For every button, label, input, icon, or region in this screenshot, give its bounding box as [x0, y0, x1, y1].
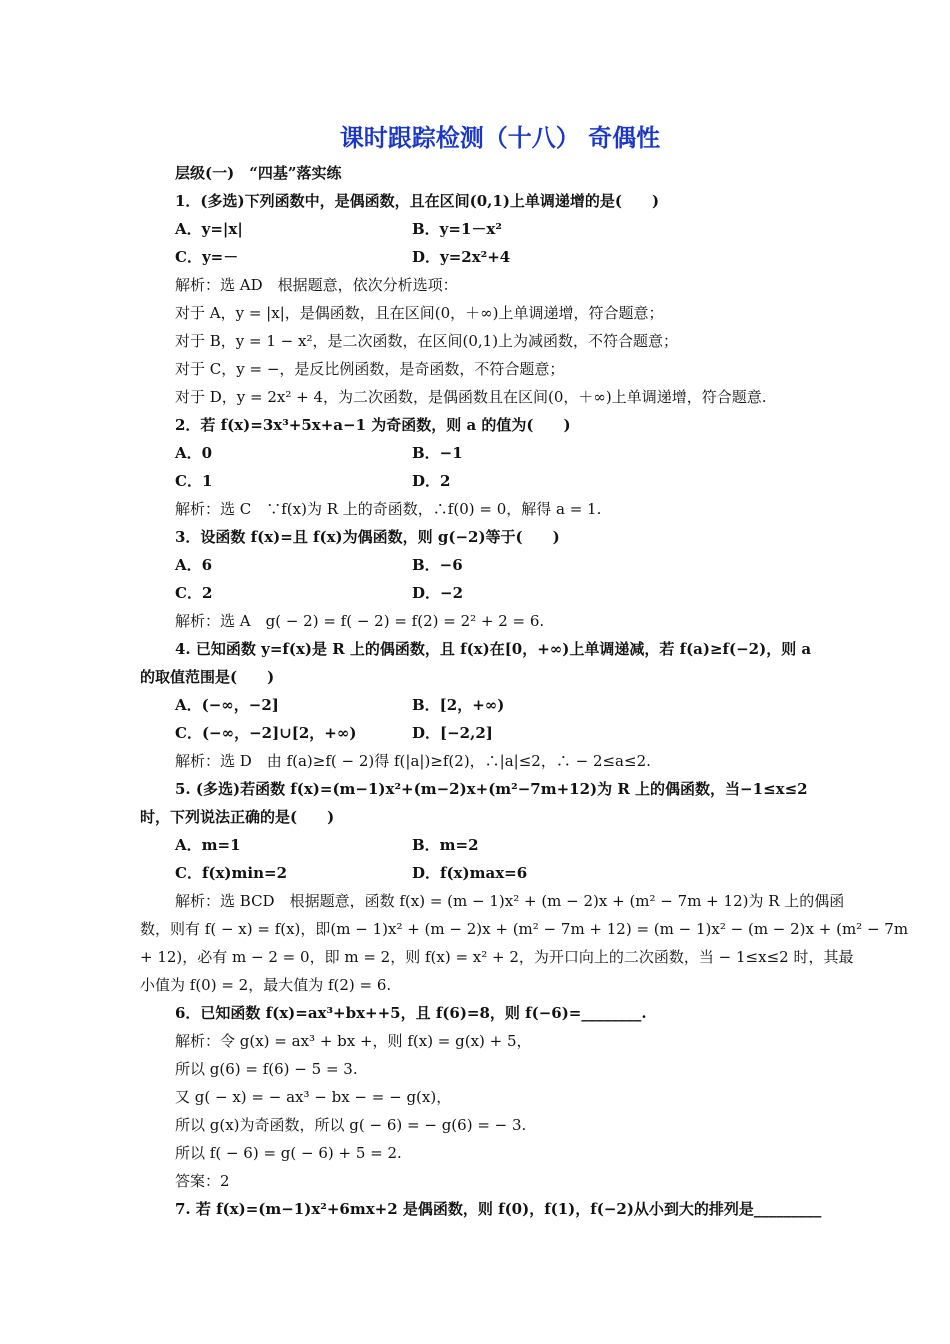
q2-option-b: B．−1	[412, 444, 463, 462]
q5-analysis-cont-2: + 12)，必有 m − 2 = 0，即 m = 2，则 f(x) = x² + 2，为开口向上的二次函数，当 − 1≤x≤2 时，其最	[140, 948, 854, 966]
question-5: 5. (多选)若函数 f(x)=(m−1)x²+(m−2)x+(m²−7m+12)为 R 上的偶函数，当−1≤x≤2	[175, 780, 808, 798]
q5-option-b: B．m=2	[412, 836, 479, 854]
q6-step-3: 所以 g(x)为奇函数，所以 g( − 6) = − g(6) = − 3.	[175, 1116, 527, 1134]
q1-option-c: C．y=－	[175, 248, 239, 266]
q4-option-d: D．[−2,2]	[412, 724, 493, 742]
question-1: 1．(多选)下列函数中，是偶函数，且在区间(0,1)上单调递增的是( )	[175, 192, 660, 210]
q5-option-c: C．f(x)min=2	[175, 864, 288, 882]
q1-option-b: B．y=1－x²	[412, 220, 502, 238]
q3-analysis: 解析：选 A g( − 2) = f( − 2) = f(2) = 2² + 2 = 6.	[175, 612, 545, 630]
q1-option-d: D．y=2x²+4	[412, 248, 511, 266]
q3-option-c: C．2	[175, 584, 213, 602]
q5-analysis-cont-1: 数，则有 f( − x) = f(x)，即(m − 1)x² + (m − 2)x + (m² − 7m + 12) = (m − 1)x² − (m − 2)x + (m² − 7m	[140, 920, 909, 938]
question-3: 3．设函数 f(x)=且 f(x)为偶函数，则 g(−2)等于( )	[175, 528, 560, 546]
question-4: 4. 已知函数 y=f(x)是 R 上的偶函数，且 f(x)在[0，+∞)上单调递减，若 f(a)≥f(−2)，则 a	[175, 640, 812, 658]
q6-step-2: 又 g( − x) = − ax³ − bx − = − g(x)，	[175, 1088, 452, 1106]
q2-option-d: D．2	[412, 472, 451, 490]
q2-option-a: A．0	[175, 444, 213, 462]
q4-option-c: C．(−∞，−2]∪[2，+∞)	[175, 724, 357, 742]
q4-option-b: B．[2，+∞)	[412, 696, 505, 714]
q5-analysis-cont-3: 小值为 f(0) = 2，最大值为 f(2) = 6.	[140, 976, 392, 994]
q6-analysis: 解析：令 g(x) = ax³ + bx +，则 f(x) = g(x) + 5，	[175, 1032, 532, 1050]
q1-option-a: A．y=|x|	[175, 220, 243, 238]
question-7: 7. 若 f(x)=(m−1)x²+6mx+2 是偶函数，则 f(0)，f(1)，f(−2)从小到大的排列是_________	[175, 1200, 822, 1218]
question-5-cont: 时，下列说法正确的是( )	[140, 808, 335, 826]
q6-answer: 答案：2	[175, 1172, 230, 1190]
q4-option-a: A．(−∞，−2]	[175, 696, 279, 714]
section-heading: 层级(一) “四基”落实练	[175, 164, 342, 182]
page-title: 课时跟踪检测（十八） 奇偶性	[339, 124, 661, 152]
q5-option-a: A．m=1	[175, 836, 241, 854]
q3-option-a: A．6	[175, 556, 213, 574]
question-2: 2．若 f(x)=3x³+5x+a−1 为奇函数，则 a 的值为( )	[175, 416, 571, 434]
q6-step-4: 所以 f( − 6) = g( − 6) + 5 = 2.	[175, 1144, 402, 1162]
q5-option-d: D．f(x)max=6	[412, 864, 528, 882]
q1-analysis-d: 对于 D，y = 2x² + 4，为二次函数，是偶函数且在区间(0，＋∞)上单调递增，符合题意.	[175, 388, 767, 406]
q2-option-c: C．1	[175, 472, 213, 490]
q1-analysis: 解析：选 AD 根据题意，依次分析选项：	[175, 276, 458, 294]
q1-analysis-b: 对于 B，y = 1 − x²，是二次函数，在区间(0,1)上为减函数，不符合题意；	[175, 332, 679, 350]
q4-analysis: 解析：选 D 由 f(a)≥f( − 2)得 f(|a|)≥f(2)，∴|a|≤2，∴ − 2≤a≤2.	[175, 752, 651, 770]
q5-analysis: 解析：选 BCD 根据题意，函数 f(x) = (m − 1)x² + (m − 2)x + (m² − 7m + 12)为 R 上的偶函	[175, 892, 845, 910]
q6-step-1: 所以 g(6) = f(6) − 5 = 3.	[175, 1060, 358, 1078]
q3-option-d: D．−2	[412, 584, 464, 602]
q2-analysis: 解析：选 C ∵f(x)为 R 上的奇函数，∴f(0) = 0，解得 a = 1.	[175, 500, 602, 518]
q3-option-b: B．−6	[412, 556, 463, 574]
q1-analysis-c: 对于 C，y = −，是反比例函数，是奇函数，不符合题意；	[175, 360, 565, 378]
q1-analysis-a: 对于 A，y = |x|，是偶函数，且在区间(0，＋∞)上单调递增，符合题意；	[175, 304, 664, 322]
question-4-cont: 的取值范围是( )	[140, 668, 275, 686]
question-6: 6．已知函数 f(x)=ax³+bx++5，且 f(6)=8，则 f(−6)=________.	[175, 1004, 647, 1022]
